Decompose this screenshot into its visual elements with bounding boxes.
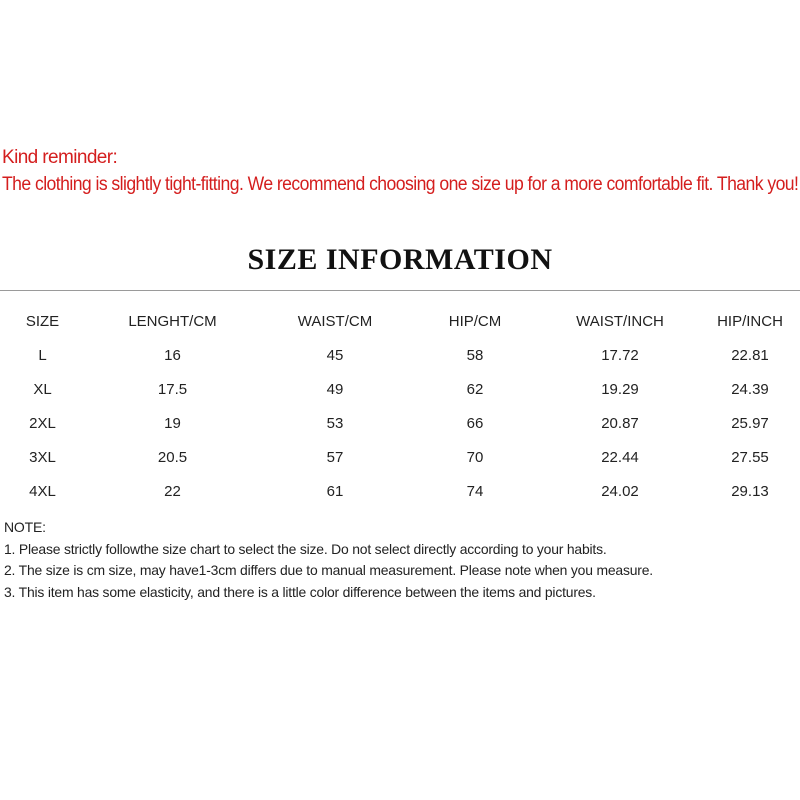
cell-waist-cm: 53: [326, 414, 344, 432]
cell-hip-inch: 25.97: [731, 414, 769, 432]
note-item: 1. Please strictly followthe size chart to select the size. Do not select directly according to your habits.: [4, 540, 607, 557]
cell-waist-inch: 20.87: [601, 414, 639, 432]
cell-length-cm: 17.5: [157, 380, 188, 398]
cell-waist-inch: 17.72: [601, 346, 639, 364]
cell-length-cm: 20.5: [157, 448, 188, 466]
header-hip-inch: HIP/INCH: [717, 312, 783, 330]
cell-hip-cm: 62: [466, 380, 484, 398]
kind-reminder: [2, 144, 800, 198]
cell-hip-inch: 29.13: [731, 482, 769, 500]
note-section: [4, 517, 800, 603]
cell-hip-inch: 22.81: [731, 346, 769, 364]
cell-size: 4XL: [29, 482, 56, 500]
cell-length-cm: 22: [164, 482, 181, 500]
table-row: [0, 474, 800, 508]
header-waist-inch: WAIST/INCH: [576, 312, 664, 330]
cell-hip-cm: 74: [466, 482, 484, 500]
cell-hip-cm: 70: [466, 448, 484, 466]
cell-hip-cm: 58: [466, 346, 484, 364]
table-row: [0, 406, 800, 440]
size-table: [0, 304, 800, 508]
table-row: [0, 338, 800, 372]
cell-waist-inch: 24.02: [601, 482, 639, 500]
cell-hip-cm: 66: [466, 414, 484, 432]
title-divider: [0, 290, 800, 291]
note-item: 3. This item has some elasticity, and there is a little color difference between the items and pictures.: [4, 583, 596, 600]
cell-waist-inch: 22.44: [601, 448, 639, 466]
cell-size: 3XL: [29, 448, 56, 466]
cell-hip-inch: 27.55: [731, 448, 769, 466]
page-title: SIZE INFORMATION: [247, 243, 553, 276]
cell-size: 2XL: [29, 414, 56, 432]
table-row: [0, 440, 800, 474]
header-length-cm: LENGHT/CM: [128, 312, 217, 330]
cell-waist-cm: 57: [326, 448, 344, 466]
note-item: 2. The size is cm size, may have1-3cm differs due to manual measurement. Please note when you measure.: [4, 562, 653, 578]
cell-waist-inch: 19.29: [601, 380, 639, 398]
table-row: [0, 372, 800, 406]
cell-size: XL: [33, 380, 52, 398]
cell-length-cm: 19: [164, 414, 181, 432]
reminder-heading: Kind reminder:: [2, 147, 118, 168]
cell-hip-inch: 24.39: [731, 380, 769, 398]
cell-waist-cm: 45: [326, 346, 344, 364]
header-hip-cm: HIP/CM: [448, 312, 502, 330]
cell-length-cm: 16: [164, 346, 181, 364]
cell-waist-cm: 49: [326, 380, 344, 398]
cell-size: L: [38, 346, 47, 364]
note-heading: NOTE:: [4, 519, 46, 535]
header-size: SIZE: [25, 312, 60, 330]
table-header-row: [0, 304, 800, 338]
header-waist-cm: WAIST/CM: [297, 312, 373, 330]
cell-waist-cm: 61: [326, 482, 344, 500]
reminder-message: The clothing is slightly tight-fitting. We recommend choosing one size up for a more comfortable fit. Thank you!: [2, 174, 799, 195]
